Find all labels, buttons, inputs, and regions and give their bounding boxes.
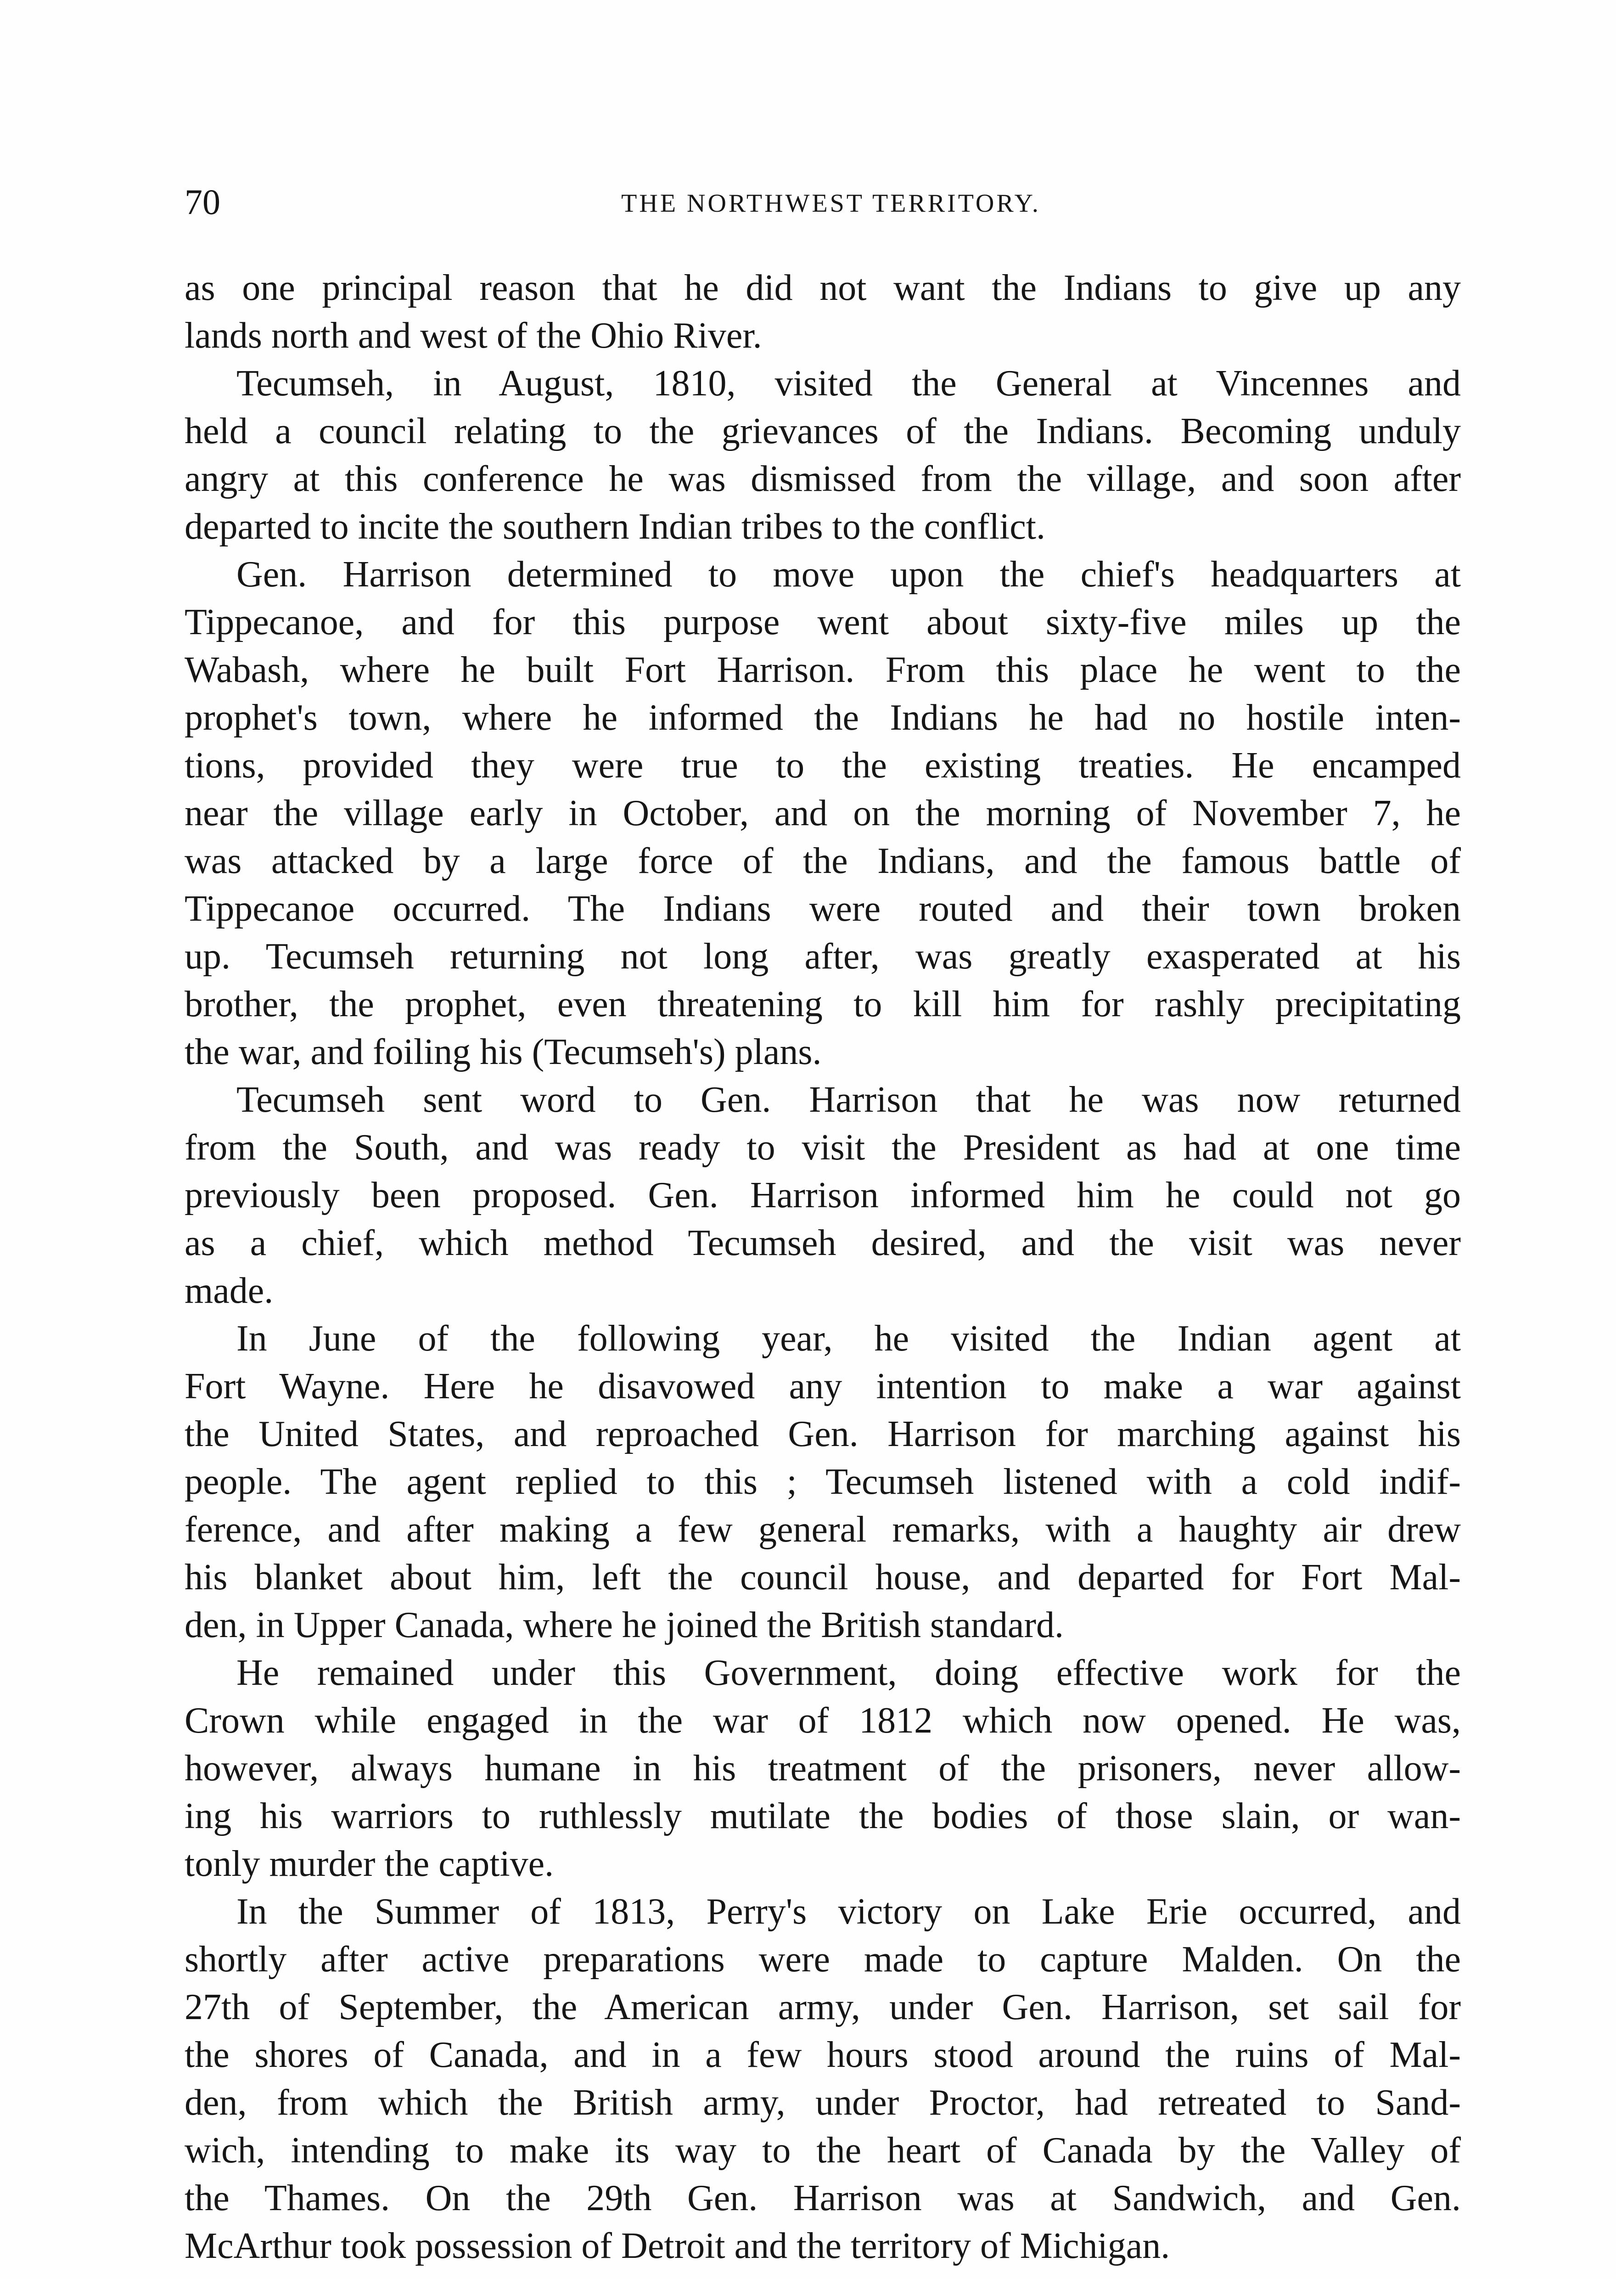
text-line: McArthur took possession of Detroit and the territory of Michigan.	[185, 2226, 1170, 2266]
paragraph	[0, 1315, 1616, 1649]
text-line: people. The agent replied to this ; Tecumseh listened with a cold indif-	[185, 1462, 1461, 1502]
text-line: angry at this conference he was dismissed from the village, and soon after	[185, 459, 1461, 499]
text-line: wich, intending to make its way to the heart of Canada by the Valley of	[185, 2130, 1461, 2171]
text-line: the United States, and reproached Gen. Harrison for marching against his	[185, 1414, 1461, 1454]
text-line: brother, the prophet, even threatening to kill him for rashly precipitating	[185, 984, 1461, 1024]
text-line: In the Summer of 1813, Perry's victory on Lake Erie occurred, and	[236, 1891, 1461, 1932]
paragraph	[0, 1649, 1616, 1888]
text-line: up. Tecumseh returning not long after, was greatly exasperated at his	[185, 936, 1461, 977]
text-line: Tecumseh sent word to Gen. Harrison that he was now returned	[236, 1080, 1461, 1120]
text-line: tonly murder the captive.	[185, 1844, 554, 1884]
text-line: made.	[185, 1271, 274, 1311]
paragraph	[0, 551, 1616, 1076]
text-line: Tippecanoe occurred. The Indians were routed and their town broken	[185, 889, 1461, 929]
text-line: as one principal reason that he did not want the Indians to give up any	[185, 268, 1461, 308]
paragraph	[0, 264, 1616, 360]
text-line: the war, and foiling his (Tecumseh's) plans.	[185, 1032, 822, 1072]
text-line: departed to incite the southern Indian tribes to the conflict.	[185, 506, 1045, 547]
text-line: previously been proposed. Gen. Harrison informed him he could not go	[185, 1175, 1461, 1216]
text-line: ference, and after making a few general remarks, with a haughty air drew	[185, 1509, 1461, 1550]
text-line: was attacked by a large force of the Indians, and the famous battle of	[185, 841, 1461, 881]
running-head: THE NORTHWEST TERRITORY.	[621, 189, 1041, 218]
text-line: Tippecanoe, and for this purpose went about sixty-five miles up the	[185, 602, 1461, 642]
text-line: 27th of September, the American army, under Gen. Harrison, set sail for	[185, 1987, 1461, 2027]
text-line: however, always humane in his treatment of the prisoners, never allow-	[185, 1748, 1461, 1789]
text-line: the shores of Canada, and in a few hours stood around the ruins of Mal-	[185, 2035, 1461, 2075]
text-line: tions, provided they were true to the existing treaties. He encamped	[185, 745, 1461, 786]
paragraph	[0, 1076, 1616, 1315]
text-line: shortly after active preparations were made to capture Malden. On the	[185, 1939, 1461, 1980]
text-line: as a chief, which method Tecumseh desired, and the visit was never	[185, 1223, 1461, 1263]
text-line: Tecumseh, in August, 1810, visited the General at Vincennes and	[236, 363, 1461, 404]
paragraph	[0, 1888, 1616, 2270]
text-line: held a council relating to the grievances of the Indians. Becoming unduly	[185, 411, 1461, 451]
text-line: ing his warriors to ruthlessly mutilate the bodies of those slain, or wan-	[185, 1796, 1461, 1836]
text-line: den, from which the British army, under Proctor, had retreated to Sand-	[185, 2082, 1461, 2123]
text-line: He remained under this Government, doing effective work for the	[236, 1653, 1461, 1693]
text-line: Wabash, where he built Fort Harrison. From this place he went to the	[185, 650, 1461, 690]
text-line: Gen. Harrison determined to move upon the chief's headquarters at	[236, 554, 1461, 595]
text-line: den, in Upper Canada, where he joined the British standard.	[185, 1605, 1064, 1645]
page-number: 70	[185, 182, 220, 222]
text-line: his blanket about him, left the council house, and departed for Fort Mal-	[185, 1557, 1461, 1598]
paragraph	[0, 360, 1616, 551]
text-line: from the South, and was ready to visit the President as had at one time	[185, 1127, 1461, 1168]
text-line: the Thames. On the 29th Gen. Harrison was at Sandwich, and Gen.	[185, 2178, 1461, 2218]
page-header	[185, 181, 1461, 223]
text-line: Fort Wayne. Here he disavowed any intention to make a war against	[185, 1366, 1461, 1407]
text-line: Crown while engaged in the war of 1812 which now opened. He was,	[185, 1700, 1461, 1741]
text-line: lands north and west of the Ohio River.	[185, 315, 762, 356]
text-line: prophet's town, where he informed the Indians he had no hostile inten-	[185, 698, 1461, 738]
text-line: near the village early in October, and on the morning of November 7, he	[185, 793, 1461, 833]
text-line: In June of the following year, he visited the Indian agent at	[236, 1318, 1461, 1359]
body-text	[0, 264, 1616, 2270]
